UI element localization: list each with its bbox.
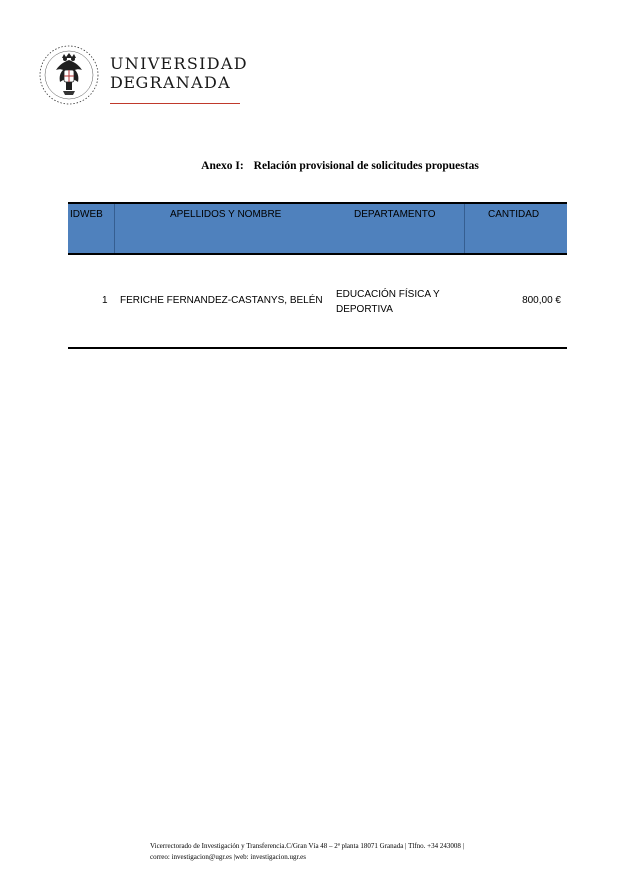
annex-label: Anexo I:: [201, 160, 244, 172]
university-name-prefix: DE: [110, 73, 136, 92]
applications-table: [68, 202, 567, 349]
university-name-main: GRANADA: [135, 73, 231, 92]
table-header: [68, 202, 567, 255]
column-divider: [464, 204, 465, 253]
footer-address: Vicerrectorado de Investigación y Transferencia.C/Gran Vía 48 – 2ª planta 18071 Granada | Tlfno. +34 243008 |: [150, 842, 464, 850]
page-footer: [150, 841, 590, 863]
university-logo: [38, 42, 248, 110]
column-header-cantidad: CANTIDAD: [488, 209, 540, 220]
footer-contact: correo: investigacion@ugr.es |web: investigacion.ugr.es: [150, 853, 306, 861]
column-header-apellidos-nombre: APELLIDOS Y NOMBRE: [170, 209, 282, 220]
column-header-idweb: IDWEB: [70, 209, 103, 220]
row-departamento: [336, 287, 440, 317]
logo-divider: [110, 103, 240, 104]
row-cantidad: 800,00 €: [522, 295, 561, 306]
university-name-line2: [110, 73, 248, 92]
university-name-line1: UNIVERSIDAD: [110, 54, 248, 73]
university-seal-icon: [38, 44, 100, 106]
university-name: [110, 54, 248, 92]
column-header-departamento: DEPARTAMENTO: [354, 209, 436, 220]
table-row: [68, 255, 567, 349]
row-idweb: 1: [102, 295, 108, 306]
row-departamento-line2: DEPORTIVA: [336, 304, 393, 315]
column-divider: [114, 204, 115, 253]
row-departamento-line1: EDUCACIÓN FÍSICA Y: [336, 289, 440, 300]
annex-title: Relación provisional de solicitudes propuestas: [253, 160, 479, 172]
row-nombre: FERICHE FERNANDEZ-CASTANYS, BELÉN: [120, 295, 323, 306]
annex-heading: [0, 160, 630, 172]
